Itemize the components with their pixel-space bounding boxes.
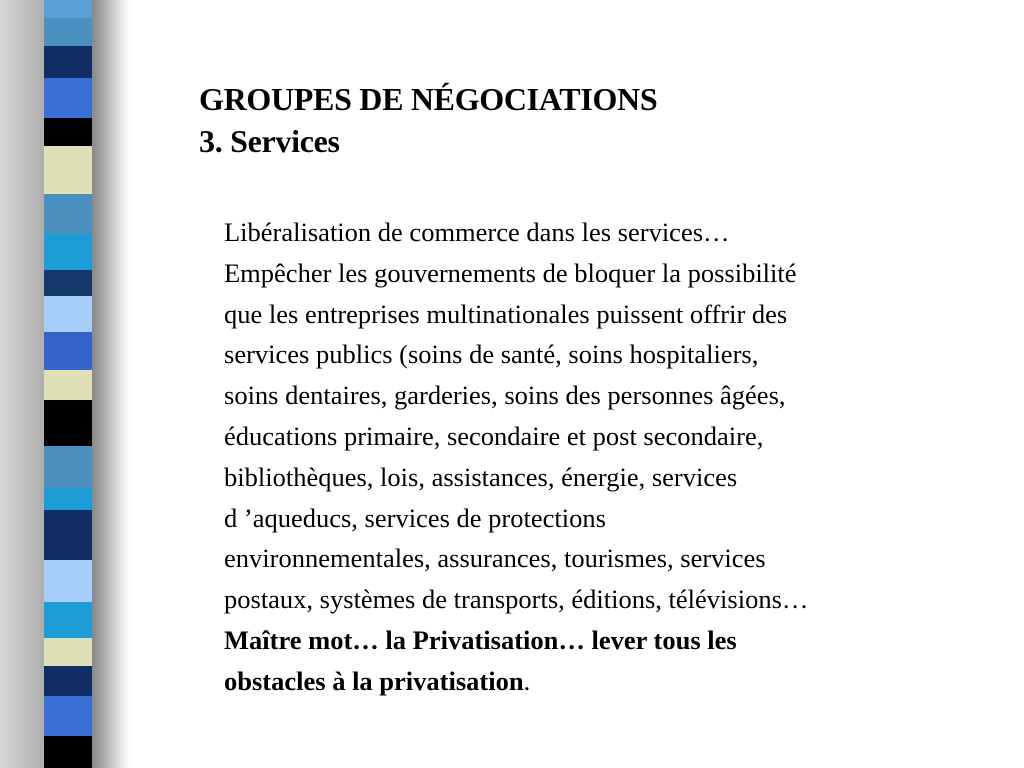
body-line: soins dentaires, garderies, soins des personnes âgées, xyxy=(224,380,786,411)
stripe-band xyxy=(44,194,92,234)
emphasis-line-2-wrapper xyxy=(224,661,1004,702)
body-line: Libéralisation de commerce dans les services… xyxy=(224,217,730,247)
stripe-band xyxy=(44,400,92,446)
stripe-band xyxy=(44,510,92,560)
body-line: éducations primaire, secondaire et post secondaire, xyxy=(224,420,764,451)
slide-body xyxy=(224,212,1004,702)
body-line: que les entreprises multinationales puissent offrir des xyxy=(224,298,788,329)
stripe-band xyxy=(44,270,92,296)
body-line: bibliothèques, lois, assistances, énergie, services xyxy=(224,461,738,492)
stripe-band xyxy=(44,666,92,696)
emphasis-line-1: Maître mot… la Privatisation… lever tous les xyxy=(224,624,737,655)
stripe-band xyxy=(44,146,92,194)
decorative-stripe xyxy=(44,0,92,768)
stripe-band xyxy=(44,602,92,638)
final-period: . xyxy=(523,665,531,696)
stripe-band xyxy=(44,560,92,602)
stripe-band xyxy=(44,370,92,400)
stripe-band xyxy=(44,296,92,332)
stripe-band xyxy=(44,78,92,118)
stripe-band xyxy=(44,118,92,146)
stripe-band xyxy=(44,638,92,666)
stripe-band xyxy=(44,0,92,18)
body-line: postaux, systèmes de transports, éditions, télévisions… xyxy=(224,584,809,615)
body-line: environnementales, assurances, tourismes, services xyxy=(224,543,766,574)
stripe-band xyxy=(44,234,92,270)
body-line: services publics (soins de santé, soins hospitaliers, xyxy=(224,339,759,370)
stripe-band xyxy=(44,46,92,78)
stripe-band xyxy=(44,696,92,736)
title-line-2: 3. Services xyxy=(199,123,340,159)
title-line-1: GROUPES DE NÉGOCIATIONS xyxy=(199,81,658,117)
emphasis-line-2: obstacles à la privatisation xyxy=(224,665,524,696)
stripe-band xyxy=(44,446,92,488)
slide-title xyxy=(199,78,657,162)
body-line: Empêcher les gouvernements de bloquer la possibilité xyxy=(224,257,797,288)
stripe-band xyxy=(44,736,92,768)
stripe-band xyxy=(44,332,92,370)
stripe-band xyxy=(44,488,92,510)
stripe-band xyxy=(44,18,92,46)
body-line: d ’aqueducs, services de protections xyxy=(224,502,606,533)
